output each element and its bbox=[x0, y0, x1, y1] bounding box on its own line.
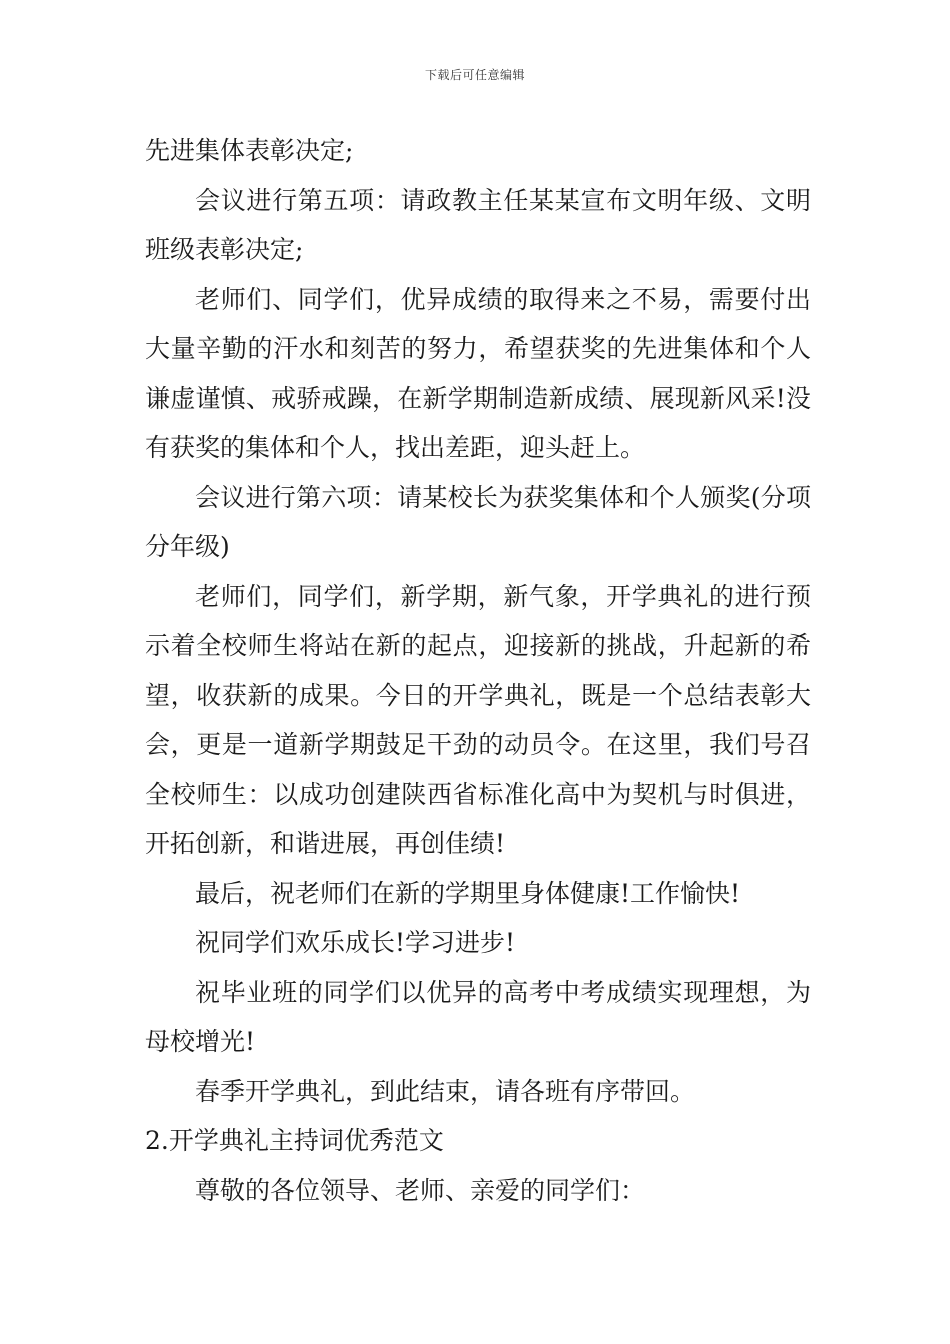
paragraph: 会议进行第五项：请政教主任某某宣布文明年级、文明班级表彰决定; bbox=[145, 185, 811, 264]
paragraph: 老师们，同学们，新学期，新气象，开学典礼的进行预示着全校师生将站在新的起点，迎接新的挑战，升起新的希望，收获新的成果。今日的开学典礼，既是一个总结表彰大会，更是一道新学期鼓足干劲的动员令。在这里，我们号召全校师生：以成功创建陕西省标准化高中为契机与时俱进，开拓创新，和谐进展，再创佳绩! bbox=[145, 581, 811, 858]
paragraph: 会议进行第六项：请某校长为获奖集体和个人颁奖(分项分年级) bbox=[145, 482, 811, 561]
document-body bbox=[145, 126, 811, 1215]
paragraph: 春季开学典礼，到此结束，请各班有序带回。 bbox=[195, 1076, 696, 1106]
paragraph: 最后，祝老师们在新的学期里身体健康!工作愉快! bbox=[195, 878, 741, 908]
paragraph: 祝同学们欢乐成长!学习进步! bbox=[195, 928, 516, 957]
paragraph: 尊敬的各位领导、老师、亲爱的同学们： bbox=[195, 1175, 646, 1205]
paragraph: 老师们、同学们，优异成绩的取得来之不易，需要付出大量辛勤的汗水和刻苦的努力，希望获奖的先进集体和个人谦虚谨慎、戒骄戒躁，在新学期制造新成绩、展现新风采!没有获奖的集体和个人，找出差距，迎头赶上。 bbox=[145, 284, 811, 462]
paragraph: 祝毕业班的同学们以优异的高考中考成绩实现理想，为母校增光! bbox=[145, 977, 811, 1056]
page-header: 下载后可任意编辑 bbox=[424, 68, 525, 82]
paragraph: 先进集体表彰决定; bbox=[145, 136, 354, 165]
section-heading: 2.开学典礼主持词优秀范文 bbox=[145, 1126, 444, 1155]
